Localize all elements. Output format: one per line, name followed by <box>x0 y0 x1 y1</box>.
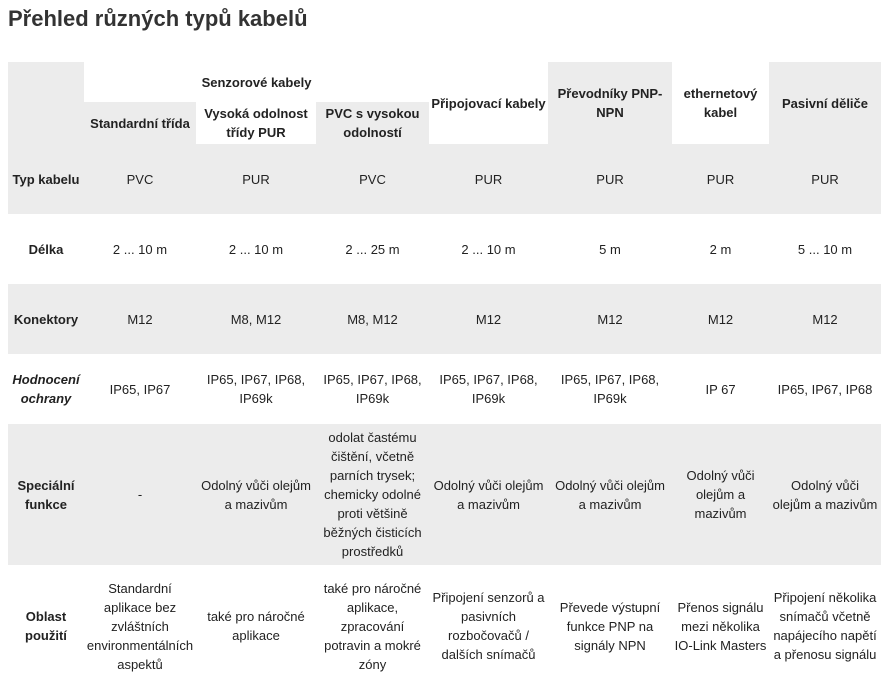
header-pnp-npn-converters: Převodníky PNP-NPN <box>548 62 672 144</box>
table-cell: Odolný vůči olejům a mazivům <box>201 477 311 512</box>
header-connecting-cables: Připojovací kabely <box>431 95 546 111</box>
header-high-resistance-pur: Vysoká odolnost třídy PUR <box>204 106 308 140</box>
table-cell: IP65, IP67, IP68, IP69k <box>206 372 306 406</box>
table-cell: - <box>137 487 143 502</box>
cable-comparison-table <box>8 62 881 687</box>
page-title: Přehled různých typů kabelů <box>8 6 308 31</box>
header-pvc-high-resistance: PVC s vysokou odolností <box>316 102 429 144</box>
table-cell: 2 m <box>709 241 732 257</box>
table-cell: odolat častému čištění, včetně parních trysek; chemicky odolné proti většině běžných čisticích prostředků <box>323 430 422 559</box>
table-cell: PUR <box>811 171 839 187</box>
table-cell: Odolný vůči olejům a mazivům <box>433 477 544 512</box>
table-cell: také pro náročné aplikace, zpracování potravin a mokré zóny <box>323 580 422 672</box>
table-cell: M12 <box>597 311 623 327</box>
table-cell: M8, M12 <box>347 311 398 327</box>
table-cell: IP65, IP67, IP68, IP69k <box>439 372 538 406</box>
table-cell: Standardní aplikace bez zvláštních environmentálních aspektů <box>86 580 194 672</box>
table-row <box>8 424 881 565</box>
table-row <box>8 284 881 354</box>
header-sensor-cables: Senzorové kabely <box>201 74 312 90</box>
row-label: Hodnocení ochrany <box>12 372 80 406</box>
table-row <box>8 354 881 424</box>
row-label: Typ kabelu <box>12 171 80 187</box>
table-cell: M12 <box>812 311 838 327</box>
table-cell: 2 ... 25 m <box>345 241 400 257</box>
table-cell: M12 <box>475 311 502 327</box>
header-ethernet-cable: ethernetový kabel <box>683 86 758 120</box>
table-cell: Přenos signálu mezi několika IO-Link Masters <box>674 599 767 653</box>
table-row <box>8 565 881 687</box>
table-cell: PUR <box>706 171 735 187</box>
table-cell: 2 ... 10 m <box>228 241 284 257</box>
table-cell: IP65, IP67, IP68, IP69k <box>323 372 422 406</box>
header-standard-class: Standardní třída <box>84 102 196 144</box>
table-cell: Odolný vůči olejům a mazivům <box>555 477 665 512</box>
corner-header-cell <box>8 62 84 144</box>
table-cell: 5 m <box>599 241 621 257</box>
table-cell: IP65, IP67, IP68 <box>777 381 873 397</box>
row-label: Oblast použití <box>25 609 67 643</box>
table-cell: IP65, IP67 <box>109 381 171 397</box>
table-cell: Odolný vůči olejům a mazivům <box>686 468 755 521</box>
header-passive-splitters: Pasivní děliče <box>769 62 881 144</box>
table-cell: také pro náročné aplikace <box>207 609 305 643</box>
table-cell: 2 ... 10 m <box>461 241 516 257</box>
table-cell: 5 ... 10 m <box>797 241 853 257</box>
row-label: Konektory <box>13 311 79 327</box>
table-cell: PUR <box>596 171 624 187</box>
table-cell: Odolný vůči olejům a mazivům <box>772 477 878 512</box>
row-label: Speciální funkce <box>17 477 75 512</box>
table-cell: PUR <box>242 171 270 187</box>
table-cell: PUR <box>474 171 503 187</box>
table-cell: M12 <box>127 311 153 327</box>
row-label: Délka <box>28 241 64 257</box>
table-cell: M8, M12 <box>230 311 282 327</box>
table-cell: PVC <box>126 171 154 187</box>
table-cell: Převede výstupní funkce PNP na signály NPN <box>559 599 661 653</box>
table-cell: IP65, IP67, IP68, IP69k <box>560 372 660 406</box>
table-cell: Připojení senzorů a pasivních rozbočovačů / dalších snímačů <box>432 590 545 662</box>
table-cell: M12 <box>707 311 734 327</box>
table-row <box>8 214 881 284</box>
table-cell: Připojení několika snímačů včetně napájecího napětí a přenosu signálu <box>773 590 877 662</box>
table-row <box>8 144 881 214</box>
table-cell: 2 ... 10 m <box>112 241 168 257</box>
table-cell: IP 67 <box>705 381 736 397</box>
table-cell: PVC <box>359 171 386 187</box>
